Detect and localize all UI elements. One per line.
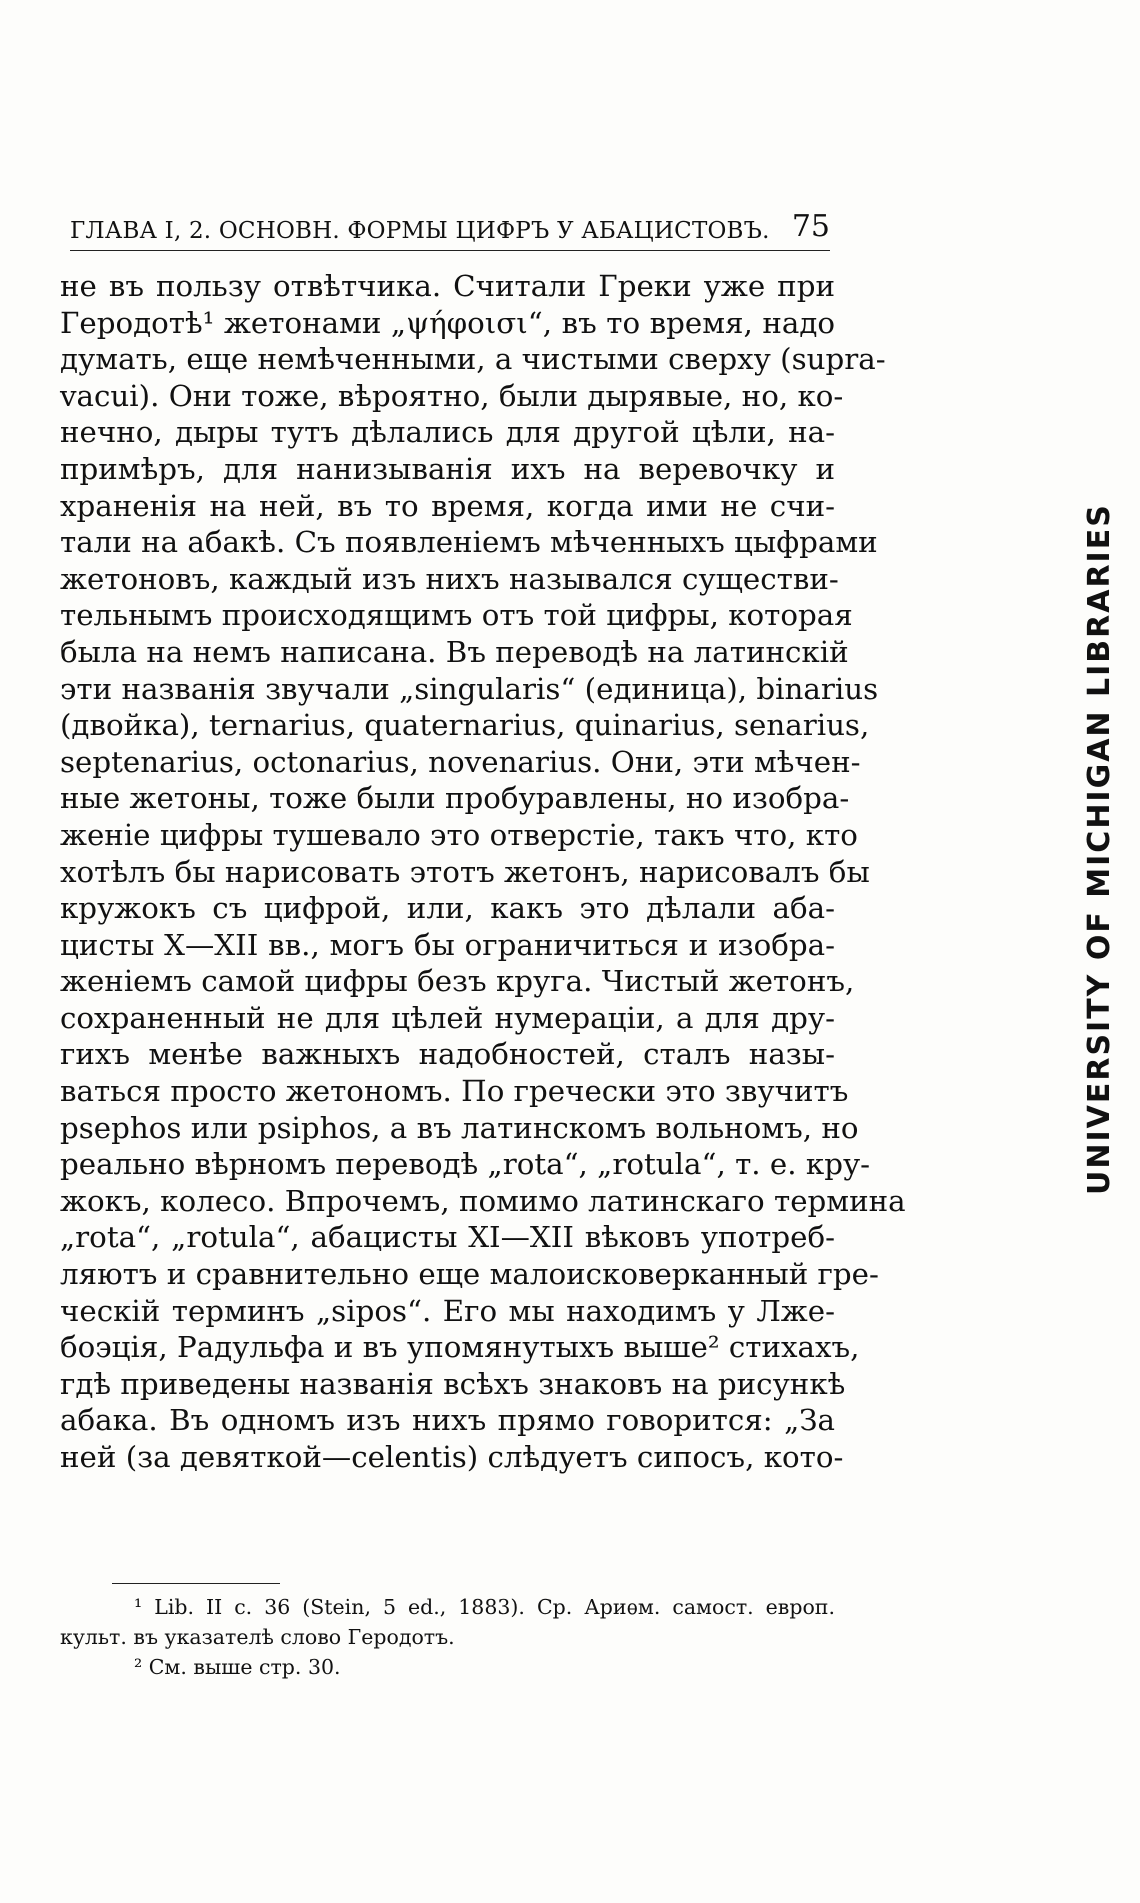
library-stamp-text: UNIVERSITY OF MICHIGAN LIBRARIES	[1082, 503, 1117, 1195]
running-header	[70, 204, 830, 251]
text-line: Геродотѣ¹ жетонами „ψήφοισι“, въ то время, надо	[60, 305, 835, 340]
text-line: тельнымъ происходящимъ отъ той цифры, которая	[60, 598, 853, 633]
text-line: жокъ, колесо. Впрочемъ, помимо латинскаго термина	[60, 1183, 906, 1218]
footnotes	[60, 1592, 835, 1682]
text-line: храненія на ней, въ то время, когда ими не счи-	[60, 488, 835, 523]
text-line: хотѣлъ бы нарисовать этотъ жетонъ, нарисовалъ бы	[60, 854, 870, 889]
footnote-1: ¹ Lib. II с. 36 (Stein, 5 ed., 1883). Ср. Ариѳм. самост. европ.	[134, 1595, 835, 1619]
text-line: сохраненный не для цѣлей нумераціи, а для дру-	[60, 1000, 835, 1035]
page-number: 75	[791, 209, 830, 244]
footnote-2: ² См. выше стр. 30.	[134, 1655, 341, 1679]
text-line: кружокъ съ цифрой, или, какъ это дѣлали аба-	[60, 891, 835, 926]
text-line: примѣръ, для нанизыванія ихъ на веревочку и	[60, 451, 835, 486]
footnote-separator	[112, 1583, 280, 1584]
chapter-heading: ГЛАВА I, 2. ОСНОВН. ФОРМЫ ЦИФРЪ У АБАЦИСТОВЪ.	[70, 218, 770, 244]
text-line: ваться просто жетономъ. По гречески это звучитъ	[60, 1074, 849, 1109]
text-line: женіемъ самой цифры безъ круга. Чистый жетонъ,	[60, 964, 855, 999]
text-line: женіе цифры тушевало это отверстіе, такъ что, кто	[60, 817, 858, 852]
text-line: гдѣ приведены названія всѣхъ знаковъ на рисункѣ	[60, 1366, 846, 1401]
text-line: была на немъ написана. Въ переводѣ на латинскій	[60, 634, 849, 669]
text-line: нечно, дыры тутъ дѣлались для другой цѣли, на-	[60, 415, 835, 450]
text-line: vacui). Они тоже, вѣроятно, были дырявые, но, ко-	[60, 378, 844, 413]
footnote-1-continued: культ. въ указателѣ слово Геродотъ.	[60, 1625, 455, 1649]
library-stamp	[1082, 503, 1128, 1195]
text-line: ней (за девяткой—celentis) слѣдуетъ сипосъ, кото-	[60, 1440, 844, 1474]
body-text	[60, 268, 906, 1476]
text-line: реально вѣрномъ переводѣ „rota“, „rotula“, т. е. кру-	[60, 1147, 871, 1182]
text-line: цисты X—XII вв., могъ бы ограничиться и изобра-	[60, 927, 835, 962]
text-line: (двойка), ternarius, quaternarius, quinarius, senarius,	[60, 708, 870, 743]
text-line: ляютъ и сравнительно еще малоисковерканный гре-	[60, 1257, 879, 1292]
text-line: эти названія звучали „singularis“ (единица), binarius	[60, 671, 879, 706]
text-line: гихъ менѣе важныхъ надобностей, сталъ назы-	[60, 1037, 835, 1072]
text-line: ческій терминъ „sipos“. Его мы находимъ у Лже-	[60, 1293, 835, 1328]
text-line: боэція, Радульфа и въ упомянутыхъ выше² стихахъ,	[60, 1330, 860, 1365]
text-line: абака. Въ одномъ изъ нихъ прямо говорится: „За	[60, 1403, 835, 1438]
text-line: septenarius, octonarius, novenarius. Они, эти мѣчен-	[60, 744, 861, 779]
text-line: жетоновъ, каждый изъ нихъ назывался существи-	[60, 561, 839, 596]
text-line: „rota“, „rotula“, абацисты XI—XII вѣковъ употреб-	[60, 1220, 835, 1255]
text-line: не въ пользу отвѣтчика. Считали Греки уже при	[60, 269, 835, 303]
text-line: думать, еще немѣченными, а чистыми сверху (supra-	[60, 342, 886, 377]
text-line: ные жетоны, тоже были пробуравлены, но изобра-	[60, 781, 850, 816]
text-line: тали на абакѣ. Съ появленіемъ мѣченныхъ цыфрами	[60, 525, 878, 560]
text-line: psephos или psiphos, а въ латинскомъ вольномъ, но	[60, 1110, 859, 1145]
